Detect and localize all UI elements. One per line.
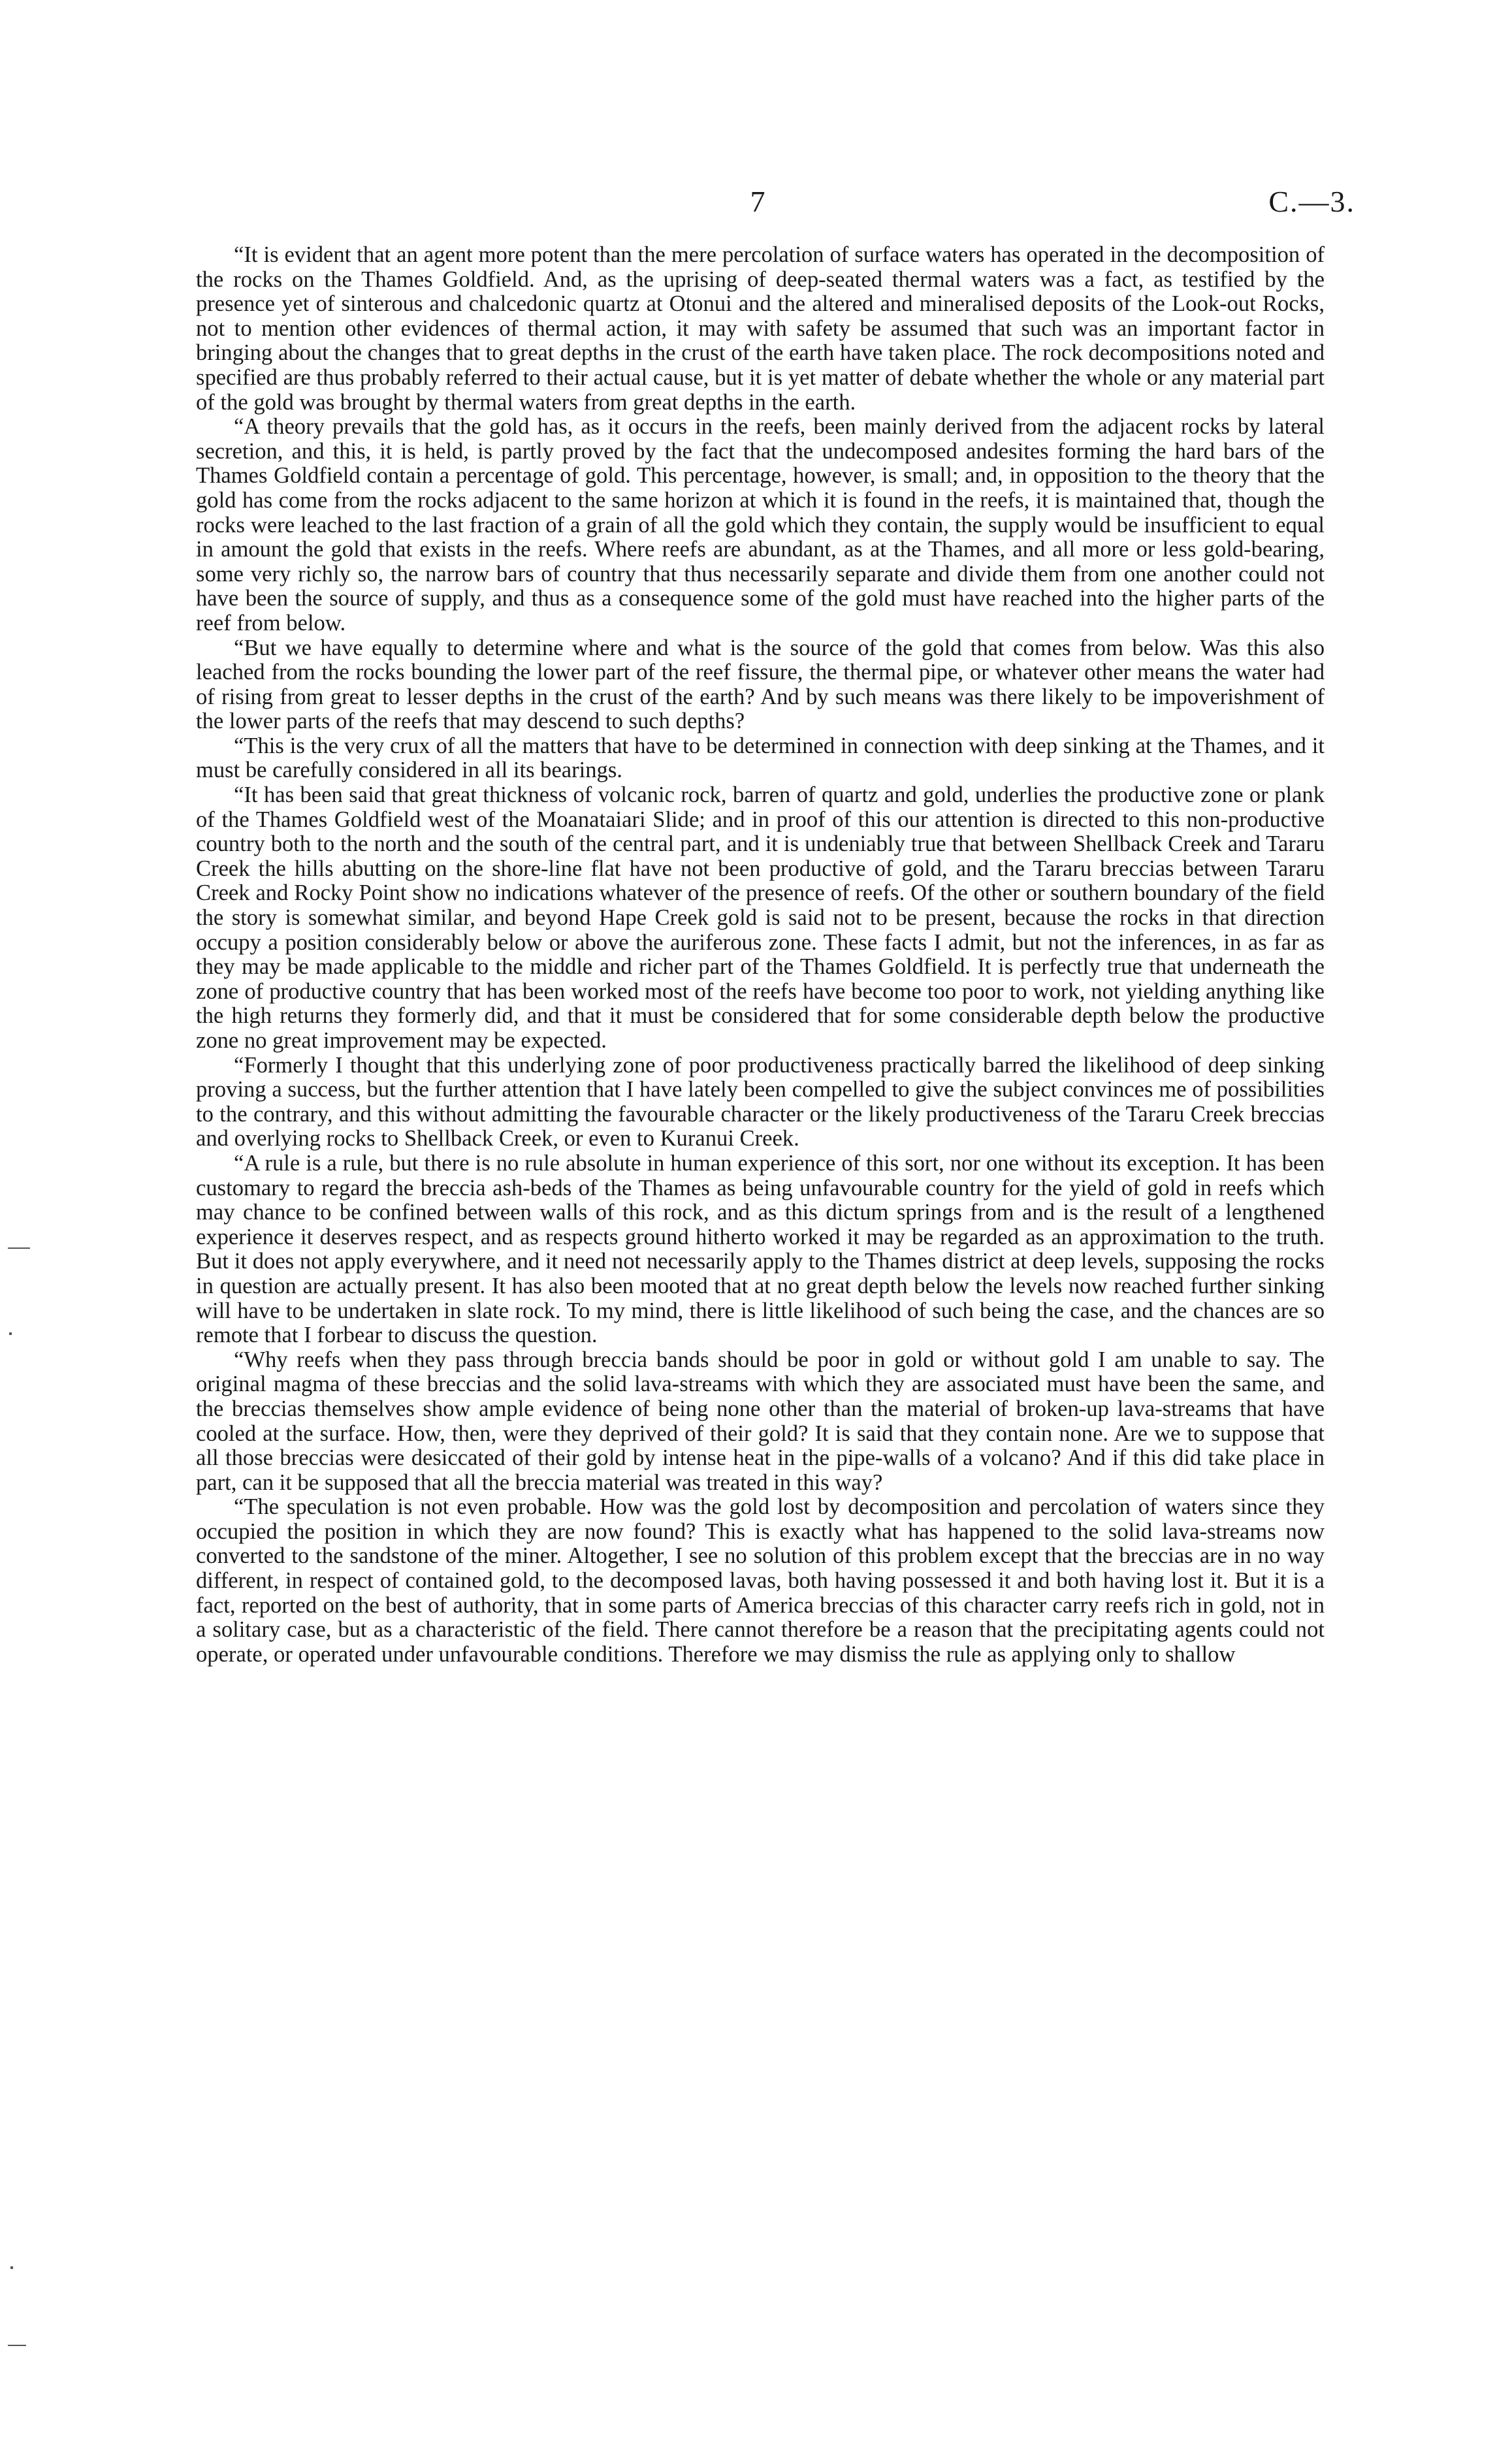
paragraph: “A theory prevails that the gold has, as it occurs in the reefs, been mainly derived from the adjacent rocks by lateral secretion, and this, it is held, is partly proved by the fact that the undecomposed andesites forming the hard bars of the Thames Goldfield contain a percentage of gold. This percentage, however, is small; and, in opposition to the theory that the gold has come from the rocks adjacent to the same horizon at which it is found in the reefs, it is maintained that, though the rocks were leached to the last fraction of a grain of all the gold which they contain, the supply would be insufficient to equal in amount the gold that exists in the reefs. Where reefs are abundant, as at the Thames, and all more or less gold-bearing, some very richly so, the narrow bars of country that thus necessarily separate and divide them from one another could not have been the source of supply, and thus as a consequence some of the gold must have reached into the higher parts of the reef from below. (196, 414, 1325, 635)
document-reference: C.—3. (1268, 185, 1355, 218)
margin-scan-mark (8, 1247, 30, 1249)
margin-scan-mark (10, 2266, 13, 2269)
paragraph: “This is the very crux of all the matters that have to be determined in connection with deep sinking at the Thames, and it must be carefully considered in all its bearings. (196, 733, 1325, 783)
margin-scan-mark (8, 2345, 26, 2346)
paragraph: “A rule is a rule, but there is no rule absolute in human experience of this sort, nor one without its exception. It has been customary to regard the breccia ash-beds of the Thames as being unfavourable country for the yield of gold in reefs which may chance to be confined between walls of this rock, and as this dictum springs from and is the result of a lengthened experience it deserves respect, and as respects ground hitherto worked it may be regarded as an approximation to the truth. But it does not apply everywhere, and it need not necessarily apply to the Thames district at deep levels, supposing the rocks in question are actually present. It has also been mooted that at no great depth below the levels now reached further sinking will have to be undertaken in slate rock. To my mind, there is little likelihood of such being the case, and the chances are so remote that I forbear to discuss the question. (196, 1150, 1325, 1348)
body-text (196, 243, 1325, 1667)
page-number: 7 (750, 185, 765, 218)
paragraph: “Why reefs when they pass through breccia bands should be poor in gold or without gold I am unable to say. The original magma of these breccias and the solid lava-streams with which they are associated must have been the same, and the breccias themselves show ample evidence of being none other than the material of broken-up lava-streams that have cooled at the surface. How, then, were they deprived of their gold? It is said that they contain none. Are we to suppose that all those breccias were desiccated of their gold by intense heat in the pipe-walls of a volcano? And if this did take place in part, can it be supposed that all the breccia material was treated in this way? (196, 1347, 1325, 1495)
paragraph: “Formerly I thought that this underlying zone of poor productiveness practically barred the likelihood of deep sinking proving a success, but the further attention that I have lately been compelled to give the subject convinces me of possibilities to the contrary, and this without admitting the favourable character or the likely productiveness of the Tararu Creek breccias and overlying rocks to Shellback Creek, or even to Kuranui Creek. (196, 1052, 1325, 1151)
margin-scan-mark (9, 1332, 12, 1335)
paragraph: “It has been said that great thickness of volcanic rock, barren of quartz and gold, underlies the productive zone or plank of the Thames Goldfield west of the Moanataiari Slide; and in proof of this our attention is directed to this non-productive country both to the north and the south of the central part, and it is undeniably true that between Shellback Creek and Tararu Creek the hills abutting on the shore-line flat have not been productive of gold, and the Tararu breccias between Tararu Creek and Rocky Point show no indications whatever of the presence of reefs. Of the other or southern boundary of the field the story is somewhat similar, and beyond Hape Creek gold is said not to be present, because the rocks in that direction occupy a position considerably below or above the auriferous zone. These facts I admit, but not the inferences, in as far as they may be made applicable to the middle and richer part of the Thames Goldfield. It is perfectly true that underneath the zone of productive country that has been worked most of the reefs have become too poor to work, not yielding anything like the high returns they formerly did, and that it must be considered that for some considerable depth below the productive zone no great improvement may be expected. (196, 782, 1325, 1053)
paragraph: “It is evident that an agent more potent than the mere percolation of surface waters has operated in the decomposition of the rocks on the Thames Goldfield. And, as the uprising of deep-seated thermal waters was a fact, as testified by the presence yet of sinterous and chalcedonic quartz at Otonui and the altered and mineralised deposits of the Look-out Rocks, not to mention other evidences of thermal action, it may with safety be assumed that such was an important factor in bringing about the changes that to great depths in the crust of the earth have taken place. The rock decompositions noted and specified are thus probably referred to their actual cause, but it is yet matter of debate whether the whole or any material part of the gold was brought by thermal waters from great depths in the earth. (196, 242, 1325, 415)
paragraph: “The speculation is not even probable. How was the gold lost by decomposition and percolation of waters since they occupied the position in which they are now found? This is exactly what has happened to the solid lava-streams now converted to the sandstone of the miner. Altogether, I see no solution of this problem except that the breccias are in no way different, in respect of contained gold, to the decomposed lavas, both having possessed it and both having lost it. But it is a fact, reported on the best of authority, that in some parts of America breccias of this character carry reefs rich in gold, not in a solitary case, but as a characteristic of the field. There cannot therefore be a reason that the precipitating agents could not operate, or operated under unfavourable conditions. Therefore we may dismiss the rule as applying only to shallow (196, 1494, 1325, 1667)
paragraph: “But we have equally to determine where and what is the source of the gold that comes from below. Was this also leached from the rocks bounding the lower part of the reef fissure, the thermal pipe, or whatever other means the water had of rising from great to lesser depths in the crust of the earth? And by such means was there likely to be impoverishment of the lower parts of the reefs that may descend to such depths? (196, 635, 1325, 734)
